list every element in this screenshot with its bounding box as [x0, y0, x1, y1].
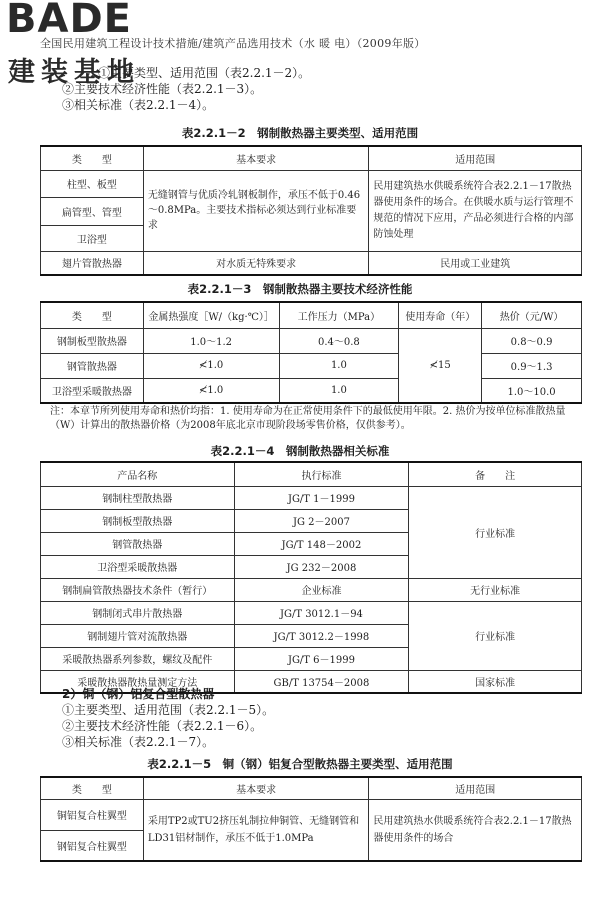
table2	[40, 301, 582, 404]
table4-scope: 民用建筑热水供暖系统符合表2.2.1－17散热器使用条件的场合	[369, 799, 582, 861]
table2-header: 金属热强度［W/（kg·℃）］	[143, 302, 279, 328]
table1-scope: 民用建筑热水供暖系统符合表2.2.1－17散热器使用条件的场合。在供暖水质与运行管理不规范的情况下应用，产品必须进行合格的内部防蚀处理	[369, 170, 582, 251]
table2-cell: 1.0～1.2	[143, 328, 279, 353]
table4-header: 适用范围	[369, 777, 582, 799]
table1-header-requirement: 基本要求	[143, 146, 369, 170]
table3-name: 钢管散热器	[41, 532, 235, 555]
table3-name: 钢制柱型散热器	[41, 486, 235, 509]
table-row	[41, 353, 582, 378]
table3-name: 钢制板型散热器	[41, 509, 235, 532]
intro-item-2: ②主要技术经济性能（表2.2.1－3）。	[62, 82, 263, 96]
table3-standard: JG/T 3012.1－94	[234, 601, 409, 624]
table3-header: 执行标准	[234, 462, 409, 486]
table3-standard: JG/T 1－1999	[234, 486, 409, 509]
table1-type: 柱型、板型	[41, 170, 144, 197]
table3-standard: 企业标准	[234, 578, 409, 601]
table3-standard: JG 2－2007	[234, 509, 409, 532]
section2	[62, 686, 462, 750]
table4-header: 类 型	[41, 777, 144, 799]
table-note: 注：本章节所列使用寿命和热价均指：1. 使用寿命为在正常使用条件下的最低使用年限。2. 热价为按单位标准散热量（W）计算出的散热器价格（为2008年底北京市现阶段场零售价格，仅供参考）。	[50, 406, 566, 431]
section2-item: ①主要类型、适用范围（表2.2.1－5）。	[62, 703, 275, 717]
intro-list	[62, 65, 362, 113]
table3-note: 国家标准	[409, 670, 582, 693]
table1-cell: 对水质无特殊要求	[143, 251, 369, 275]
table3-caption: 表2.2.1－4 钢制散热器相关标准	[210, 444, 390, 458]
table4-type: 钢铝复合柱翼型	[41, 830, 144, 861]
table4-requirement: 采用TP2或TU2挤压轧制拉伸铜管、无缝钢管和LD31铝材制作，承压不低于1.0MPa	[143, 799, 369, 861]
table2-life: ≮15	[399, 328, 482, 403]
table3-name: 采暖散热器系列参数，螺纹及配件	[41, 647, 235, 670]
table1-caption: 表2.2.1－2 钢制散热器主要类型、适用范围	[181, 126, 419, 140]
section2-item: ②主要技术经济性能（表2.2.1－6）。	[62, 719, 263, 733]
brand-subtitle: 建装基地	[8, 57, 140, 88]
running-head: 全国民用建筑工程设计技术措施/建筑产品选用技术（水 暖 电）（2009年版）	[40, 37, 426, 50]
table3-standard: JG/T 3012.2－1998	[234, 624, 409, 647]
table1-header-type: 类 型	[41, 146, 144, 170]
table3-standard: JG 232－2008	[234, 555, 409, 578]
table2-cell: 卫浴型采暖散热器	[41, 378, 144, 403]
table3-name: 采暖散热器散热量测定方法	[41, 670, 235, 693]
table-row	[41, 328, 582, 353]
section2-title: 2）铜（钢）铝复合型散热器	[62, 687, 215, 701]
table3-standard: JG/T 6－1999	[234, 647, 409, 670]
intro-item-3: ③相关标准（表2.2.1－4）。	[62, 98, 215, 112]
table1-cell: 民用或工业建筑	[369, 251, 582, 275]
table4-caption: 表2.2.1－5 铜（钢）铝复合型散热器主要类型、适用范围	[147, 757, 453, 771]
table2-header: 热价（元/W）	[482, 302, 582, 328]
table2-cell: 1.0～10.0	[482, 378, 582, 403]
table3-name: 钢制扁管散热器技术条件（暂行）	[41, 578, 235, 601]
table1-type: 扁管型、管型	[41, 197, 144, 225]
table3-note: 行业标准	[409, 486, 582, 578]
table2-cell: ≮1.0	[143, 378, 279, 403]
table2-cell: 1.0	[279, 353, 399, 378]
table2-cell: 0.4～0.8	[279, 328, 399, 353]
table2-cell: 钢制板型散热器	[41, 328, 144, 353]
table4	[40, 776, 582, 862]
table2-cell: 0.8～0.9	[482, 328, 582, 353]
table1-requirement: 无缝钢管与优质冷轧钢板制作，承压不低于0.46～0.8MPa。主要技术指标必须达到行业标准要求	[143, 170, 369, 251]
table2-cell: 1.0	[279, 378, 399, 403]
table3-name: 卫浴型采暖散热器	[41, 555, 235, 578]
section2-item: ③相关标准（表2.2.1－7）。	[62, 735, 215, 749]
table3-standard: JG/T 148－2002	[234, 532, 409, 555]
table2-header: 类 型	[41, 302, 144, 328]
table1-cell: 翅片管散热器	[41, 251, 144, 275]
table3-note: 行业标准	[409, 601, 582, 670]
table-row	[41, 378, 582, 403]
table4-header: 基本要求	[143, 777, 369, 799]
table3-standard: GB/T 13754－2008	[234, 670, 409, 693]
table3-name: 钢制闭式串片散热器	[41, 601, 235, 624]
table3-header: 备 注	[409, 462, 582, 486]
brand-logo: BADE	[6, 0, 132, 42]
table2-header: 使用寿命（年）	[399, 302, 482, 328]
table1	[40, 145, 582, 276]
table2-header: 工作压力（MPa）	[279, 302, 399, 328]
table1-type: 卫浴型	[41, 225, 144, 251]
table3-name: 钢制翅片管对流散热器	[41, 624, 235, 647]
table1-header-scope: 适用范围	[369, 146, 582, 170]
table3-header: 产品名称	[41, 462, 235, 486]
table2-cell: 0.9～1.3	[482, 353, 582, 378]
table2-cell: ≮1.0	[143, 353, 279, 378]
intro-item-1: ①主要类型、适用范围（表2.2.1－2）。	[98, 66, 311, 80]
table3-note: 无行业标准	[409, 578, 582, 601]
table3	[40, 461, 582, 694]
table2-caption: 表2.2.1－3 钢制散热器主要技术经济性能	[187, 282, 413, 296]
table4-type: 铜铝复合柱翼型	[41, 799, 144, 830]
table2-cell: 钢管散热器	[41, 353, 144, 378]
